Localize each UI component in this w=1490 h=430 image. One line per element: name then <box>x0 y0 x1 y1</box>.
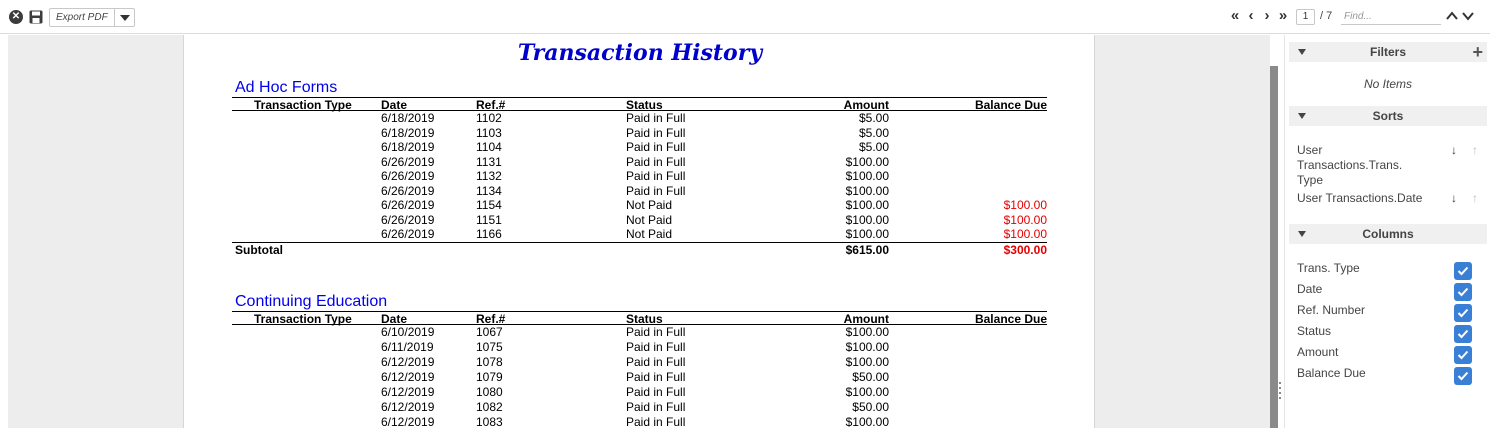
last-page-icon[interactable]: » <box>1278 7 1288 24</box>
column-header: Transaction Type <box>254 312 352 326</box>
report-section <box>232 79 1047 257</box>
table-row <box>232 198 1047 213</box>
subtotal-amount: $615.00 <box>845 242 889 257</box>
page-number-input[interactable]: 1 <box>1296 9 1315 25</box>
columns-header[interactable] <box>1289 224 1487 244</box>
cell-amount: $5.00 <box>858 125 889 140</box>
section-title: Ad Hoc Forms <box>235 79 338 96</box>
table-row <box>232 169 1047 184</box>
column-headers <box>232 311 1047 325</box>
column-toggle-label: Status <box>1297 324 1332 338</box>
cell-date: 6/12/2019 <box>381 385 435 399</box>
column-checkbox[interactable] <box>1454 283 1472 301</box>
cell-date: 6/26/2019 <box>381 227 435 241</box>
cell-status: Not Paid <box>626 198 673 212</box>
column-toggle-label: Amount <box>1297 345 1339 359</box>
column-header: Amount <box>843 312 889 326</box>
cell-amount: $100.00 <box>845 212 889 227</box>
subtotal-row <box>232 242 1047 257</box>
table-row <box>232 213 1047 228</box>
sorts-header[interactable] <box>1289 106 1487 126</box>
columns-title: Columns <box>1362 227 1414 241</box>
cell-status: Paid in Full <box>626 140 686 154</box>
chevron-down-icon[interactable] <box>1461 9 1475 23</box>
column-toggle-label: Ref. Number <box>1297 303 1366 317</box>
report-page <box>183 35 1095 428</box>
cell-ref: 1154 <box>476 198 502 212</box>
filters-empty: No Items <box>1363 77 1412 91</box>
cell-ref: 1075 <box>476 340 503 354</box>
scrollbar-thumb[interactable] <box>1270 66 1278 428</box>
table-row <box>232 400 1047 415</box>
filters-header[interactable] <box>1289 42 1487 62</box>
prev-page-icon[interactable]: ‹ <box>1248 7 1254 24</box>
cell-date: 6/18/2019 <box>381 111 435 125</box>
column-checkbox[interactable] <box>1454 304 1472 322</box>
column-checkbox[interactable] <box>1454 325 1472 343</box>
table-row <box>232 155 1047 170</box>
table-row <box>232 370 1047 385</box>
report-section <box>232 293 1047 430</box>
cell-balance: $100.00 <box>1003 227 1047 241</box>
cell-status: Paid in Full <box>626 385 686 399</box>
cell-amount: $100.00 <box>845 198 889 212</box>
table-row <box>232 140 1047 155</box>
cell-amount: $100.00 <box>845 169 889 183</box>
cell-date: 6/26/2019 <box>381 154 435 169</box>
cell-status: Paid in Full <box>626 169 686 183</box>
cell-date: 6/26/2019 <box>381 183 435 198</box>
export-pdf-button[interactable]: Export PDF <box>49 8 115 27</box>
close-icon[interactable]: ✕ <box>9 10 23 24</box>
cell-balance: $100.00 <box>1003 212 1047 227</box>
column-checkbox[interactable] <box>1454 346 1472 364</box>
panel-resize-handle[interactable] <box>1279 382 1281 406</box>
cell-date: 6/26/2019 <box>381 169 435 183</box>
first-page-icon[interactable]: « <box>1230 7 1240 24</box>
collapse-icon[interactable] <box>1298 49 1306 55</box>
cell-ref: 1102 <box>476 111 502 125</box>
cell-date: 6/10/2019 <box>381 325 435 339</box>
table-row <box>232 325 1047 340</box>
column-toggle-label: Trans. Type <box>1297 261 1360 275</box>
table-row <box>232 385 1047 400</box>
cell-ref: 1079 <box>476 370 503 384</box>
cell-status: Not Paid <box>626 227 673 241</box>
cell-ref: 1083 <box>476 415 503 429</box>
cell-amount: $100.00 <box>845 415 889 429</box>
cell-date: 6/12/2019 <box>381 355 435 369</box>
cell-ref: 1131 <box>476 154 502 169</box>
cell-status: Paid in Full <box>626 370 686 384</box>
cell-ref: 1080 <box>476 385 503 399</box>
cell-ref: 1134 <box>476 183 502 198</box>
table-row <box>232 355 1047 370</box>
column-header: Amount <box>843 98 889 112</box>
cell-ref: 1067 <box>476 325 503 339</box>
cell-date: 6/26/2019 <box>381 198 435 212</box>
export-dropdown-button[interactable] <box>114 8 135 27</box>
cell-ref: 1103 <box>476 125 502 140</box>
cell-status: Paid in Full <box>626 154 686 169</box>
cell-status: Paid in Full <box>626 125 686 140</box>
sort-item[interactable] <box>1297 143 1402 188</box>
cell-date: 6/18/2019 <box>381 125 435 140</box>
sort-item[interactable]: User Transactions.Date <box>1297 191 1423 205</box>
cell-status: Paid in Full <box>626 400 686 414</box>
column-header: Status <box>626 98 663 112</box>
sort-item-line: Transactions.Trans. <box>1297 158 1403 172</box>
cell-ref: 1078 <box>476 355 503 369</box>
column-header: Date <box>381 312 408 326</box>
section-title: Continuing Education <box>235 293 388 310</box>
column-checkbox[interactable] <box>1454 367 1472 385</box>
table-row <box>232 111 1047 126</box>
cell-status: Paid in Full <box>626 325 686 339</box>
subtotal-label: Subtotal <box>235 242 283 257</box>
column-header: Status <box>626 312 663 326</box>
column-header: Date <box>381 98 408 112</box>
cell-status: Not Paid <box>626 212 673 227</box>
cell-ref: 1104 <box>476 140 502 154</box>
cell-status: Paid in Full <box>626 340 686 354</box>
sort-desc-icon[interactable]: ↓ <box>1451 143 1457 157</box>
cell-status: Paid in Full <box>626 183 686 198</box>
cell-amount: $100.00 <box>845 385 889 399</box>
cell-amount: $100.00 <box>845 355 889 369</box>
cell-ref: 1151 <box>476 212 502 227</box>
sort-item-line: User <box>1297 143 1323 157</box>
table-row <box>232 227 1047 242</box>
cell-amount: $100.00 <box>845 325 889 339</box>
save-icon[interactable] <box>29 10 43 24</box>
cell-amount: $5.00 <box>858 111 889 125</box>
cell-date: 6/26/2019 <box>381 212 435 227</box>
cell-balance: $100.00 <box>1003 198 1047 212</box>
table-row <box>232 340 1047 355</box>
report-viewer <box>8 35 1278 428</box>
column-toggle-label: Date <box>1297 282 1323 296</box>
find-input[interactable]: Find... <box>1341 9 1441 25</box>
table-row <box>232 184 1047 199</box>
cell-amount: $100.00 <box>845 340 889 354</box>
sort-asc-icon[interactable]: ↑ <box>1472 143 1478 157</box>
sort-asc-icon[interactable]: ↑ <box>1472 191 1478 205</box>
column-toggle-label: Balance Due <box>1297 366 1366 380</box>
subtotal-balance: $300.00 <box>1003 242 1047 257</box>
column-header: Ref.# <box>476 98 506 112</box>
collapse-icon[interactable] <box>1298 231 1306 237</box>
cell-ref: 1082 <box>476 400 503 414</box>
cell-date: 6/18/2019 <box>381 140 435 154</box>
cell-status: Paid in Full <box>626 111 686 125</box>
cell-date: 6/12/2019 <box>381 370 435 384</box>
sort-item-line: Type <box>1297 173 1324 187</box>
column-header: Transaction Type <box>254 98 352 112</box>
report-title: Transaction History <box>517 40 763 66</box>
chevron-up-icon[interactable] <box>1445 9 1459 23</box>
cell-status: Paid in Full <box>626 415 686 429</box>
cell-amount: $50.00 <box>852 400 889 414</box>
cell-amount: $100.00 <box>845 154 889 169</box>
filters-title: Filters <box>1369 45 1406 59</box>
cell-amount: $5.00 <box>858 140 889 154</box>
cell-ref: 1132 <box>476 169 502 183</box>
column-header: Balance Due <box>974 98 1047 112</box>
cell-amount: $100.00 <box>845 227 889 241</box>
add-filter-icon[interactable]: + <box>1472 42 1483 62</box>
cell-amount: $50.00 <box>852 370 889 384</box>
cell-amount: $100.00 <box>845 183 889 198</box>
collapse-icon[interactable] <box>1298 113 1306 119</box>
cell-date: 6/12/2019 <box>381 415 435 429</box>
cell-date: 6/11/2019 <box>381 340 434 354</box>
sort-desc-icon[interactable]: ↓ <box>1451 191 1457 205</box>
page-total: / 7 <box>1320 10 1333 22</box>
column-headers <box>232 97 1047 111</box>
table-row <box>232 126 1047 141</box>
next-page-icon[interactable]: › <box>1264 7 1270 24</box>
cell-date: 6/12/2019 <box>381 400 435 414</box>
column-header: Ref.# <box>476 312 506 326</box>
toolbar <box>0 0 1490 34</box>
column-header: Balance Due <box>974 312 1047 326</box>
sorts-title: Sorts <box>1372 109 1404 123</box>
cell-status: Paid in Full <box>626 355 686 369</box>
column-checkbox[interactable] <box>1454 262 1472 280</box>
cell-ref: 1166 <box>476 227 502 241</box>
